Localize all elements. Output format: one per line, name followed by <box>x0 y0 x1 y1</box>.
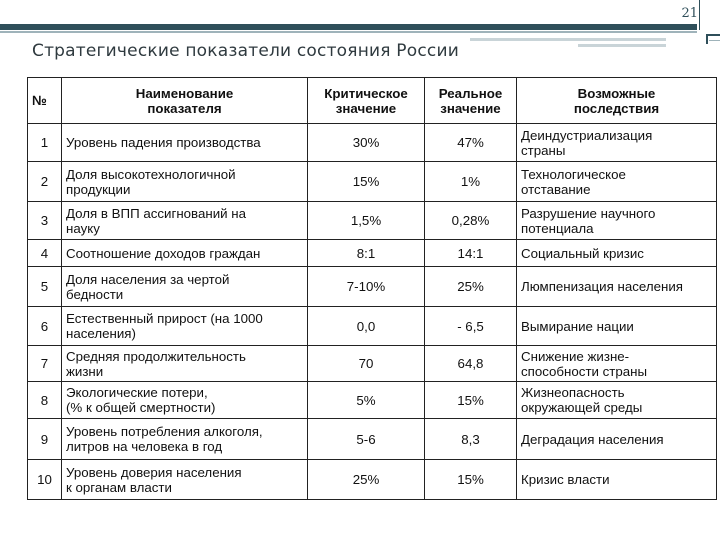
indicator-name-line1: Средняя продолжительность <box>66 348 246 364</box>
indicators-table-wrapper <box>27 77 717 500</box>
real-value: 0,28% <box>425 202 517 240</box>
header-name-line2: показателя <box>147 100 222 116</box>
critical-value: 1,5% <box>308 202 425 240</box>
critical-value: 25% <box>308 460 425 500</box>
header-consequences-line1: Возможные <box>577 85 656 101</box>
consequence-line2: отставание <box>521 181 591 197</box>
header-real-line1: Реальное <box>438 85 503 101</box>
header-bar <box>0 24 697 30</box>
table-row <box>28 346 717 382</box>
header-consequences-line2: последствия <box>573 100 660 116</box>
indicator-name <box>62 382 308 419</box>
indicator-name-line2: науку <box>66 220 100 236</box>
consequence-line1: Технологическое <box>521 166 626 182</box>
consequence-line1: Кризис власти <box>521 472 610 487</box>
consequence-line2: окружающей среды <box>521 400 643 415</box>
header-consequences <box>517 78 717 124</box>
title-underline-secondary <box>578 44 666 47</box>
indicator-name-line2: населения) <box>66 326 136 341</box>
indicator-name-line1: Экологические потери, <box>66 385 208 400</box>
critical-value: 5-6 <box>308 419 425 460</box>
indicator-name <box>62 240 308 267</box>
consequence <box>517 382 717 419</box>
table-row <box>28 240 717 267</box>
header-critical-line2: значение <box>335 100 397 116</box>
indicator-name <box>62 307 308 346</box>
consequence <box>517 124 717 162</box>
indicator-name-line2: бедности <box>66 286 124 302</box>
real-value: 14:1 <box>425 240 517 267</box>
indicator-name-line1: Соотношение доходов граждан <box>66 245 261 261</box>
indicator-name-line1: Уровень доверия населения <box>66 464 242 480</box>
row-number: 7 <box>28 346 62 382</box>
row-number: 8 <box>28 382 62 419</box>
table-row <box>28 162 717 202</box>
indicator-name-line2: литров на человека в год <box>66 439 223 454</box>
table-row <box>28 382 717 419</box>
row-number: 5 <box>28 267 62 307</box>
consequence-line1: Разрушение научного <box>521 205 656 221</box>
row-number: 10 <box>28 460 62 500</box>
critical-value: 0,0 <box>308 307 425 346</box>
header-name <box>62 78 308 124</box>
row-number: 6 <box>28 307 62 346</box>
header-name-line1: Наименование <box>135 85 234 101</box>
table-row <box>28 124 717 162</box>
consequence <box>517 460 717 500</box>
indicators-table <box>27 77 717 500</box>
real-value: - 6,5 <box>425 307 517 346</box>
decorative-line <box>699 0 700 30</box>
critical-value: 70 <box>308 346 425 382</box>
consequence-line1: Социальный кризис <box>521 245 644 261</box>
indicator-name <box>62 460 308 500</box>
critical-value: 7-10% <box>308 267 425 307</box>
consequence-line2: страны <box>521 142 566 158</box>
header-critical-line1: Критическое <box>324 85 408 101</box>
critical-value: 8:1 <box>308 240 425 267</box>
indicator-name <box>62 124 308 162</box>
page-number: 21 <box>681 6 698 21</box>
indicator-name <box>62 419 308 460</box>
indicator-name-line2: к органам власти <box>66 479 172 495</box>
header-num: № <box>28 78 62 124</box>
row-number: 1 <box>28 124 62 162</box>
table-row <box>28 460 717 500</box>
consequence-line1: Жизнеопасность <box>521 385 625 400</box>
indicator-name-line2: продукции <box>66 181 131 197</box>
consequence-line1: Деградация населения <box>521 431 664 447</box>
consequence <box>517 240 717 267</box>
real-value: 47% <box>425 124 517 162</box>
table-row <box>28 307 717 346</box>
consequence <box>517 202 717 240</box>
header-critical <box>308 78 425 124</box>
indicator-name <box>62 202 308 240</box>
indicator-name <box>62 162 308 202</box>
real-value: 8,3 <box>425 419 517 460</box>
consequence <box>517 346 717 382</box>
critical-value: 15% <box>308 162 425 202</box>
consequence <box>517 162 717 202</box>
indicator-name-line2: (% к общей смертности) <box>66 400 216 415</box>
real-value: 15% <box>425 382 517 419</box>
indicator-name-line1: Доля населения за чертой <box>66 271 230 287</box>
indicator-name-line1: Естественный прирост (на 1000 <box>66 311 263 326</box>
table-header-row <box>28 78 717 124</box>
real-value: 64,8 <box>425 346 517 382</box>
table-row <box>28 267 717 307</box>
critical-value: 5% <box>308 382 425 419</box>
title-underline <box>470 38 666 41</box>
consequence-line1: Деиндустриализация <box>521 127 653 143</box>
row-number: 4 <box>28 240 62 267</box>
consequence-line2: способности страны <box>521 363 648 379</box>
real-value: 15% <box>425 460 517 500</box>
critical-value: 30% <box>308 124 425 162</box>
real-value: 25% <box>425 267 517 307</box>
header-real <box>425 78 517 124</box>
consequence <box>517 307 717 346</box>
consequence <box>517 419 717 460</box>
real-value: 1% <box>425 162 517 202</box>
indicator-name-line1: Доля в ВПП ассигнований на <box>66 205 246 221</box>
consequence <box>517 267 717 307</box>
indicator-name <box>62 267 308 307</box>
consequence-line1: Вымирание нации <box>521 318 634 334</box>
row-number: 3 <box>28 202 62 240</box>
consequence-line1: Снижение жизне- <box>521 348 630 364</box>
page-title: Стратегические показатели состояния России <box>32 41 459 61</box>
indicator-name-line1: Уровень падения производства <box>66 135 261 150</box>
table-row <box>28 419 717 460</box>
corner-decoration-inner <box>709 40 720 46</box>
row-number: 2 <box>28 162 62 202</box>
indicator-name-line1: Доля высокотехнологичной <box>66 166 236 182</box>
table-row <box>28 202 717 240</box>
row-number: 9 <box>28 419 62 460</box>
consequence-line1: Люмпенизация населения <box>521 279 683 294</box>
indicator-name-line1: Уровень потребления алкоголя, <box>66 424 263 439</box>
indicator-name-line2: жизни <box>66 363 104 379</box>
header-real-line2: значение <box>440 100 501 116</box>
indicator-name <box>62 346 308 382</box>
consequence-line2: потенциала <box>521 220 594 236</box>
header-bar-accent <box>0 31 697 33</box>
